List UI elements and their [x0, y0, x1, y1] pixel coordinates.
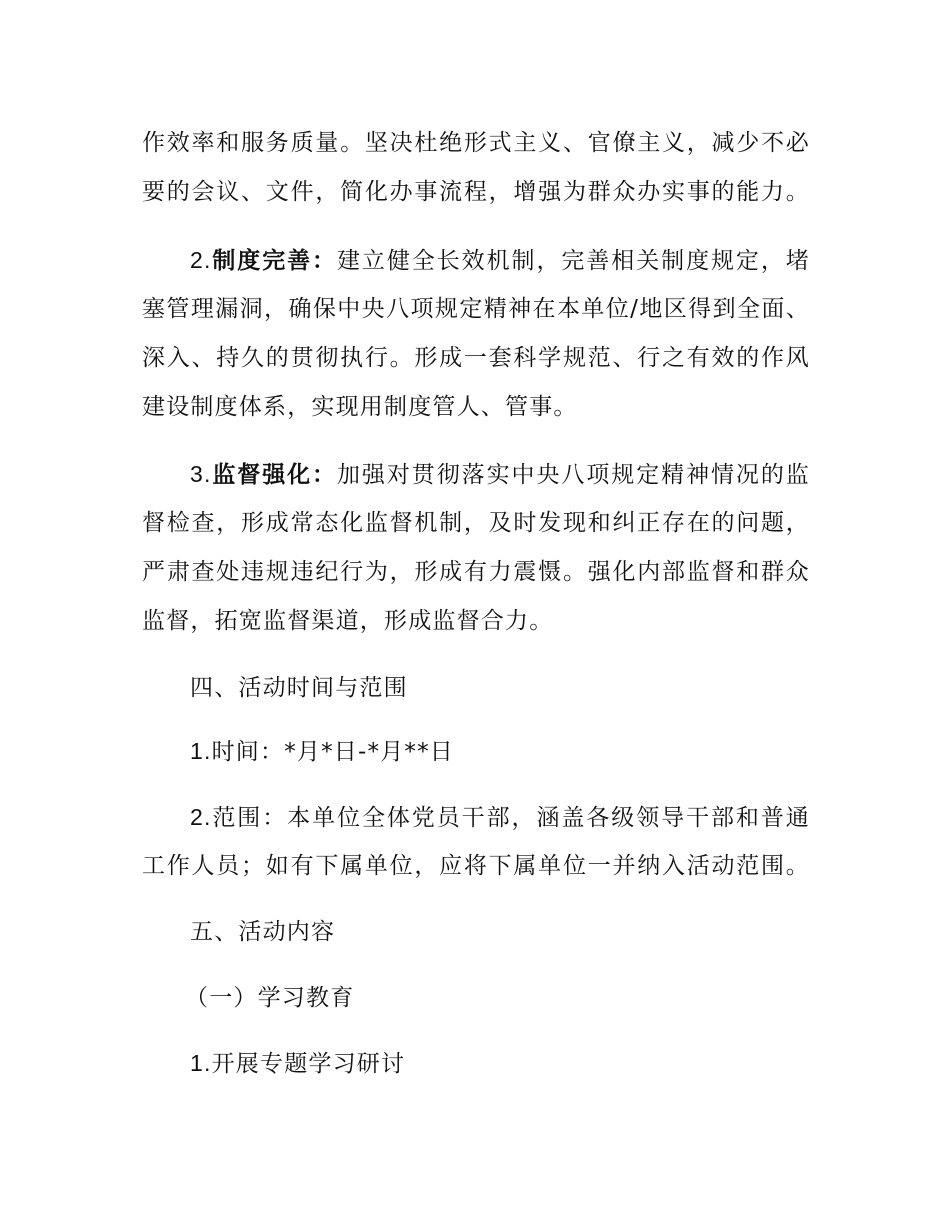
item-heading: 制度完善：: [211, 248, 337, 274]
paragraph-line: 严肃查处违规违纪行为，形成有力震慑。强化内部监督和群众: [142, 559, 810, 585]
paragraph-line: 作效率和服务质量。坚决杜绝形式主义、官僚主义，减少不必: [142, 130, 810, 156]
paragraph-line: [190, 736, 454, 767]
item-label: 范围：: [211, 805, 288, 831]
paragraph-line: [190, 459, 810, 490]
item-number: 2.: [190, 247, 212, 273]
paragraph-line: 监督，拓宽监督渠道，形成监督合力。: [142, 608, 554, 634]
item-number: 2.: [190, 804, 212, 830]
paragraph-line: 工作人员；如有下属单位，应将下属单位一并纳入活动范围。: [142, 853, 810, 879]
paragraph-line: 要的会议、文件，简化办事流程，增强为群众办实事的能力。: [142, 179, 810, 205]
paragraph-line: [190, 1048, 405, 1079]
item-text: 建立健全长效机制，完善相关制度规定，堵: [337, 248, 810, 274]
section-heading: 五、活动内容: [190, 919, 336, 945]
paragraph-line: [190, 245, 810, 276]
paragraph-line: 深入、持久的贯彻执行。形成一套科学规范、行之有效的作风: [142, 345, 810, 371]
item-text: 加强对贯彻落实中央八项规定精神情况的监: [337, 462, 810, 488]
item-text: 本单位全体党员干部，涵盖各级领导干部和普通: [287, 805, 811, 831]
item-text: 开展专题学习研讨: [211, 1051, 406, 1077]
paragraph-line: 督检查，形成常态化监督机制，及时发现和纠正存在的问题，: [142, 510, 810, 536]
paragraph-line: 塞管理漏洞，确保中央八项规定精神在本单位/地区得到全面、: [142, 296, 810, 322]
item-label: 时间：: [211, 739, 285, 765]
item-heading: 监督强化：: [211, 462, 337, 488]
paragraph-line: [190, 802, 810, 833]
section-heading: 四、活动时间与范围: [190, 675, 408, 701]
item-number: 3.: [190, 461, 212, 487]
item-text: *月*日-*月**日: [284, 739, 455, 765]
paragraph-line: 建设制度体系，实现用制度管人、管事。: [142, 394, 578, 420]
subsection-heading: （一）学习教育: [185, 985, 355, 1011]
item-number: 1.: [190, 738, 212, 764]
item-number: 1.: [190, 1050, 212, 1076]
